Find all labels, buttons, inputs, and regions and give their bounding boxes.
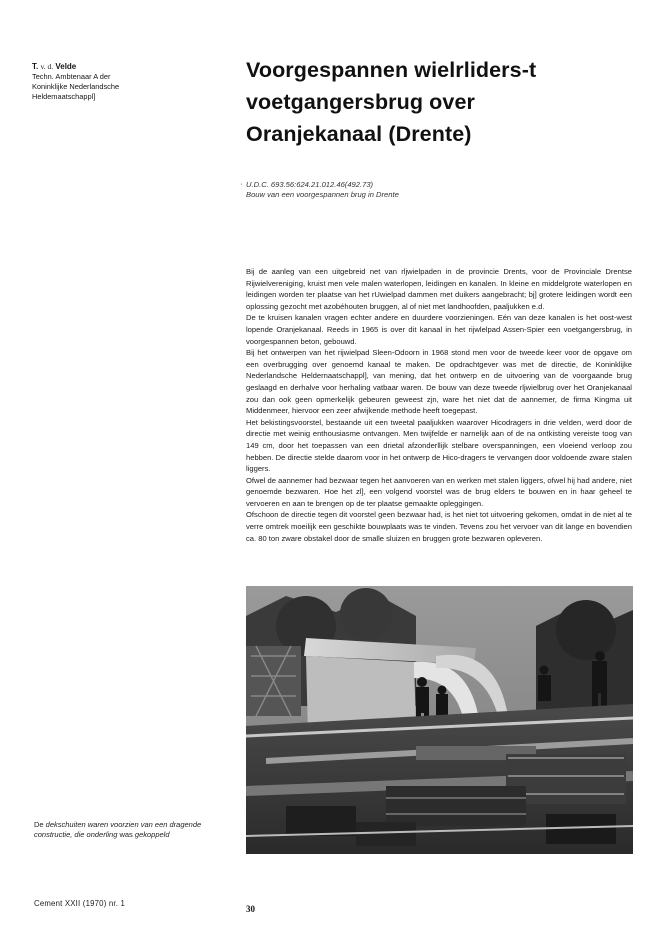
body-paragraph: Ofschoon de directie tegen dit voorstel geen bezwaar had, is het niet tot uitvoering gekomen, omdat in de niet al te verre omtrek moeilijk een geschikte bouwplaats was te vinden. Tevens zou het vervoer van dit lange en bovendien ca. 80 ton zware obstakel door de smalle sluizen en bruggen grote bezwaren opleveren. (246, 510, 632, 543)
author-affiliation-line: Koninklijke Nederlandsche (32, 82, 120, 91)
article-subtitle: Bouw van een voorgespannen brug in Drente (246, 190, 399, 199)
title-line: Oranjekanaal (Drente) (246, 122, 472, 146)
author-block (32, 62, 202, 102)
body-paragraph: Het bekistingsvoorstel, bestaande uit een tweetal paaljukken waarover Hicodragers in drie velden, werd door de directie met weinig enthousiasme ontvangen. Men twijfelde er narnelijk aan of de na ontkisting vereiste toog van 149 cm, door het toepassen van een drietal afzonderllijk stelbare overspanningen, een vloeiend verloop zou hebben. De directie stelde daarom voor in het ontwerp de Hico-dragers te vervangen door voldoende zware stalen liggers. (246, 417, 632, 474)
title-line: Voorgespannen wielrliders-t (246, 58, 537, 82)
page-number: 30 (246, 904, 255, 914)
body-paragraph: De te kruisen kanalen vragen echter andere en duurdere voorzieningen. Eén van deze kanalen is het oost-west lopende Oranjekanaal. Reeds in 1965 is over dit kanaal in het rijwlelpad Assen-Spier een voetgangersbrug, in voorgespannen beton, gebouwd. (246, 313, 632, 346)
title-line: voetgangersbrug over (246, 90, 475, 114)
udc-block (240, 179, 626, 200)
author-name: T. v. d. Velde (32, 62, 77, 71)
bullet-mark: · (240, 179, 243, 188)
udc-code: U.D.C. 693.56:624.21.012.46(492.73) (246, 180, 374, 189)
body-paragraph: Ofwel de aannemer had bezwaar tegen het aanvoeren van en werken met stalen liggers, ofwel hij had andere, niet genoemde bezwaren. Hoe het zl], een volgend voorstel was de brug elders te bouwen en in haar geheel te vervoeren en aan te brengen op de ter plaatse gemaakte opleggingen. (246, 475, 632, 508)
article-body (246, 266, 632, 544)
journal-reference: Cement XXII (1970) nr. 1 (34, 899, 126, 908)
author-affiliation-line: Heldemaatschappl] (32, 92, 96, 101)
photo-caption: De dekschuiten waren voorzien van een dragende constructie, die onderling was gekoppeld (34, 820, 202, 840)
construction-photo (246, 586, 633, 854)
body-paragraph: Bij het ontwerpen van het rijwielpad Sleen-Odoorn in 1968 stond men voor de tweede keer voor de opgave om een overbrugging over genoemd kanaal te maken. De opdrachtgever was met de directie, de Koninklijke Nederlandsche Heldernaatschappl], van mening, dat het ontwerp en de uitvoering van de voorgaande brug geslaagd en derhalve voor herhaling vatbaar waren. De bouw van deze tweede rljwielbrug over het Oranjekanaal zou dan ook geen opmerkelijk gebeuren geweest zjn, ware het niet dat de aannemer, de firma Kingma uit Middenmeer, hiervoor een zeer afwijkende methode heeft toegepast. (246, 348, 632, 416)
article-title (246, 54, 646, 150)
body-paragraph: Bij de aanleg van een uitgebreid net van rljwielpaden in de provincie Drents, voor de Provinciale Drentse Rijwielvereniging, kruist men vele malen waterlopen, leidingen en kanalen. In kleine en middelgrote waterlopen en leidingen worden ter plaatse van het rUwielpad dammen met duikers aangebracht; bj] grotere leidingen wordt een oplossing gezocht met azobéhouten bruggen, al of niet met landhoofden, paaljukken e.d. (246, 267, 632, 311)
author-affiliation-line: Techn. Ambtenaar A der (32, 72, 111, 81)
